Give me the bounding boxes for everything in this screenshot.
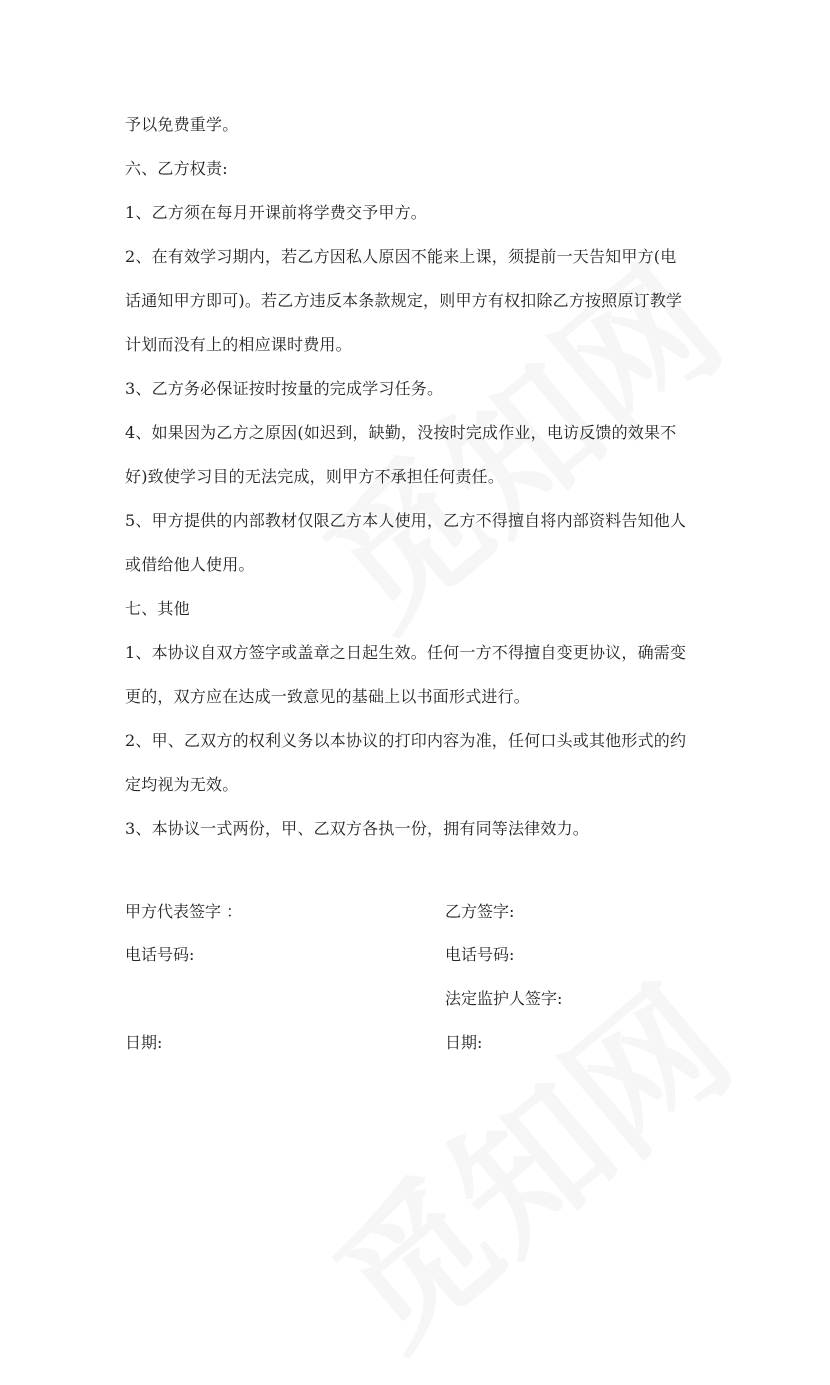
paragraph-line: 更的，双方应在达成一致意见的基础上以书面形式进行。 bbox=[125, 687, 531, 706]
paragraph-line: 予以免费重学。 bbox=[125, 115, 239, 134]
paragraph-line: 或借给他人使用。 bbox=[125, 555, 255, 574]
party-a-sign-label: 甲方代表签字 ： bbox=[125, 902, 243, 921]
paragraph-line: 5、甲方提供的内部教材仅限乙方本人使用，乙方不得擅自将内部资料告知他人 bbox=[125, 511, 687, 530]
paragraph-line: 1、乙方须在每月开课前将学费交予甲方。 bbox=[125, 203, 427, 222]
party-b-sign-label: 乙方签字: bbox=[445, 902, 515, 921]
paragraph-line: 2、甲、乙双方的权利义务以本协议的打印内容为准，任何口头或其他形式的约 bbox=[125, 731, 687, 750]
paragraph-line: 计划而没有上的相应课时费用。 bbox=[125, 335, 352, 354]
party-a-date-label: 日期: bbox=[125, 1033, 163, 1052]
paragraph-line: 话通知甲方即可)。若乙方违反本条款规定，则甲方有权扣除乙方按照原订教学 bbox=[125, 291, 683, 310]
section-heading: 七、其他 bbox=[125, 599, 190, 618]
paragraph-line: 好)致使学习目的无法完成，则甲方不承担任何责任。 bbox=[125, 467, 505, 486]
paragraph-line: 3、乙方务必保证按时按量的完成学习任务。 bbox=[125, 379, 444, 398]
party-b-date-label: 日期: bbox=[445, 1033, 483, 1052]
paragraph-line: 4、如果因为乙方之原因(如迟到，缺勤，没按时完成作业，电访反馈的效果不 bbox=[125, 423, 677, 442]
party-a-phone-label: 电话号码: bbox=[125, 945, 195, 964]
paragraph-line: 1、本协议自双方签字或盖章之日起生效。任何一方不得擅自变更协议，确需变 bbox=[125, 643, 687, 662]
guardian-sign-label: 法定监护人签字: bbox=[445, 989, 563, 1008]
paragraph-line: 3、本协议一式两份，甲、乙双方各执一份，拥有同等法律效力。 bbox=[125, 819, 589, 838]
paragraph-line: 定均视为无效。 bbox=[125, 775, 239, 794]
party-b-phone-label: 电话号码: bbox=[445, 945, 515, 964]
section-heading: 六、乙方权责: bbox=[125, 159, 228, 178]
paragraph-line: 2、在有效学习期内，若乙方因私人原因不能来上课，须提前一天告知甲方(电 bbox=[125, 247, 677, 266]
